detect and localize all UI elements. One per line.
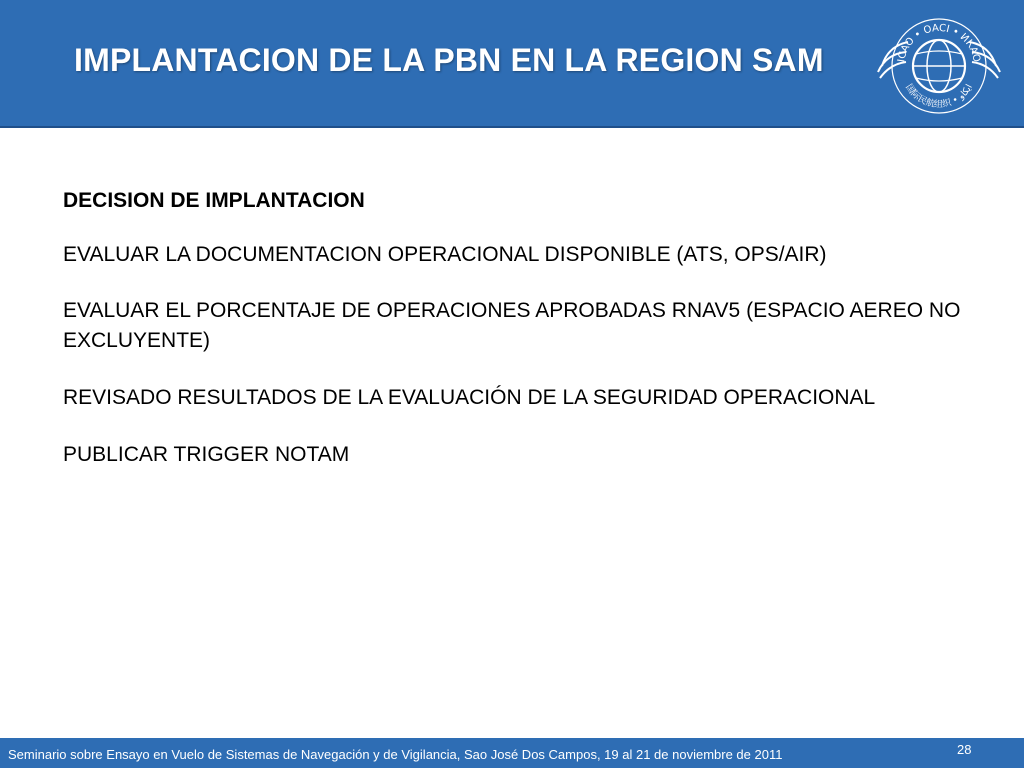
slide-title: IMPLANTACION DE LA PBN EN LA REGION SAM	[74, 42, 824, 78]
footer-text: Seminario sobre Ensayo en Vuelo de Sistemas de Navegación y de Vigilancia, Sao José Dos Campos, 19 al 21 de noviembre de 2011	[8, 747, 783, 762]
svg-text:ICAO • OACI • ИКАО: ICAO • OACI • ИКАО	[896, 22, 982, 64]
icao-emblem-icon	[874, 6, 1004, 124]
svg-text:国际民航组织 • ايكاو: 国际民航组织 • ايكاو	[903, 82, 975, 111]
bullet-evaluar-documentacion: EVALUAR LA DOCUMENTACION OPERACIONAL DISPONIBLE (ATS, OPS/AIR)	[63, 243, 827, 266]
slide-body	[63, 186, 983, 494]
slide-footer	[0, 738, 1024, 768]
bullet-publicar-notam: PUBLICAR TRIGGER NOTAM	[63, 443, 350, 466]
section-heading: DECISION DE IMPLANTACION	[63, 189, 365, 212]
bullet-revisado-resultados: REVISADO RESULTADOS DE LA EVALUACIÓN DE LA SEGURIDAD OPERACIONAL	[63, 386, 876, 409]
bullet-evaluar-porcentaje: EVALUAR EL PORCENTAJE DE OPERACIONES APROBADAS RNAV5 (ESPACIO AEREO NO EXCLUYENTE)	[63, 299, 961, 352]
page-number: 28	[957, 742, 972, 757]
slide-header	[0, 0, 1024, 128]
